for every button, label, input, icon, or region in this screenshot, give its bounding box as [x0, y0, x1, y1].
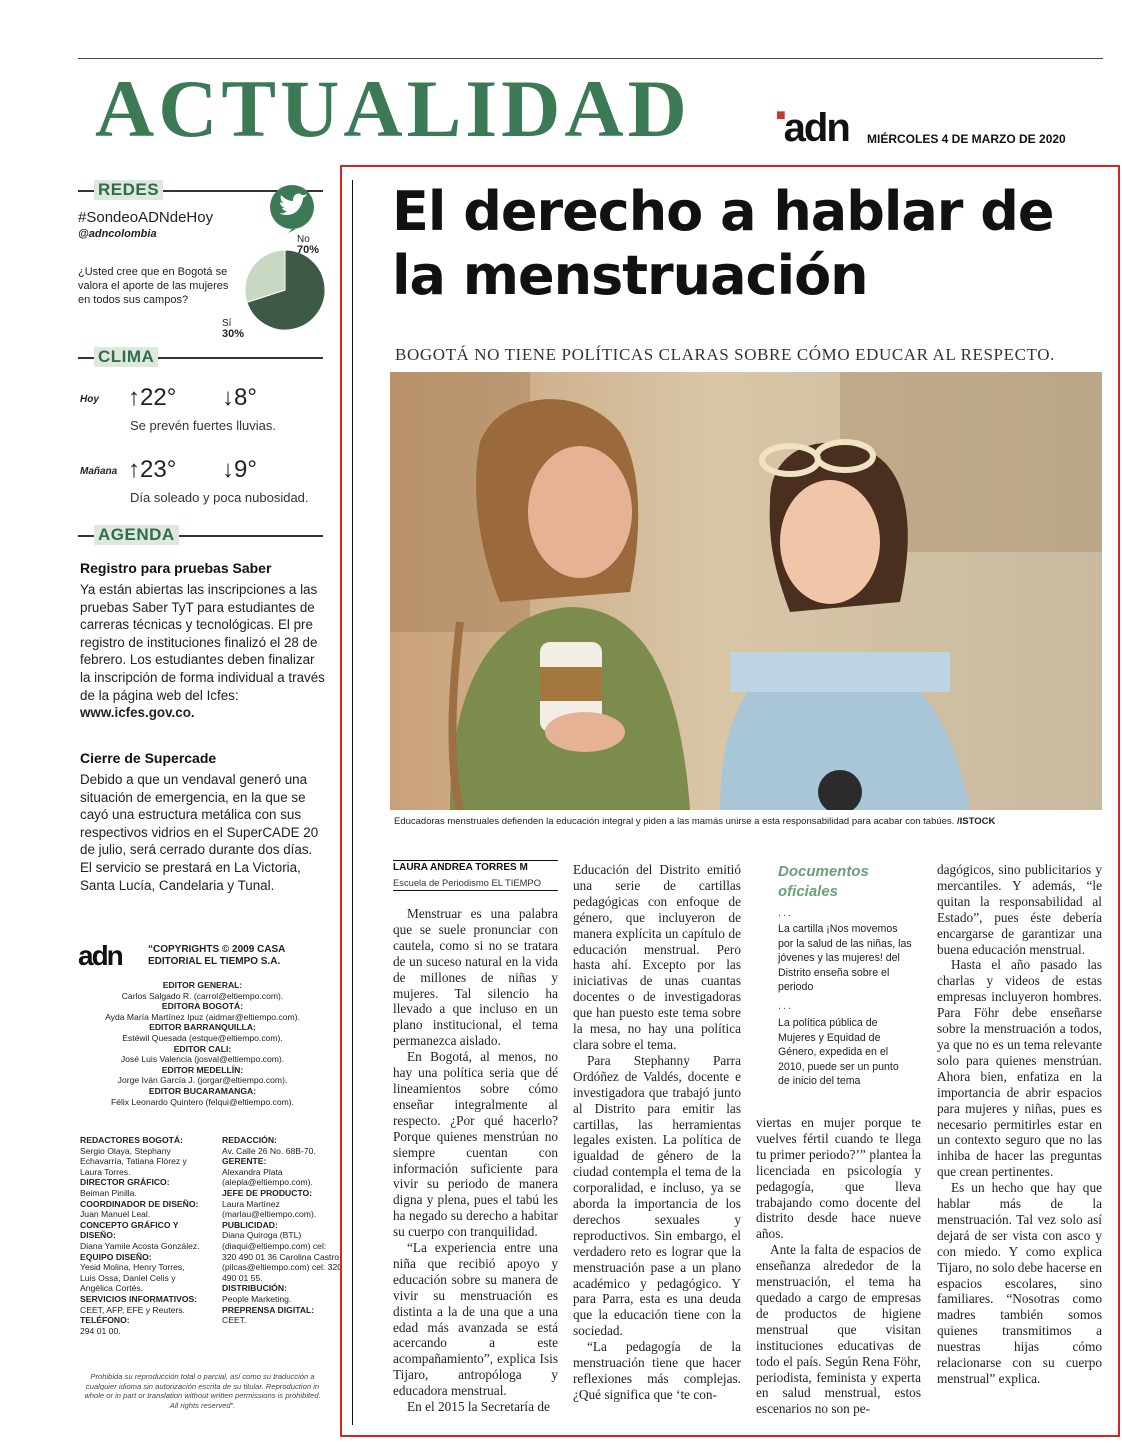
- article-paragraph: Hasta el año pasado las charlas y videos de estas empresas incluyeron hombres. Para Föhr debe enseñarse sobre la menstruación a todos, ya que no es un tema relevante solo para quienes menstrúan. Ahora bien, enfatiza en la importancia de abrir espacios para mujeres y niñas, pues es necesario permitirles estar en un contexto seguro que no las inhiba de hacer las preguntas que crean pertinentes.: [937, 957, 1102, 1180]
- agenda-item-title: Cierre de Supercade: [80, 750, 217, 766]
- article-paragraph: En el 2015 la Secretaría de: [407, 1399, 550, 1415]
- credit-names: 294 01 00.: [80, 1325, 121, 1336]
- credit-names: Alexandra Plata (alepla@eltiempo.com).: [222, 1166, 313, 1188]
- credit-role: COORDINADOR DE DISEÑO:: [80, 1198, 199, 1209]
- weather-desc: Día soleado y poca nubosidad.: [130, 490, 309, 505]
- weather-day-label: Hoy: [80, 394, 99, 405]
- credit-role: EDITOR BUCARAMANGA:: [148, 1085, 257, 1096]
- weather-day-label: Mañana: [80, 466, 118, 477]
- article-column-4: [937, 862, 1102, 1387]
- credit-role: EQUIPO DISEÑO:: [80, 1251, 152, 1262]
- credit-role: EDITOR CALI:: [173, 1043, 232, 1054]
- sidebox-item: La política pública de Mujeres y Equidad de Género, expedida en el 2010, puede ser un punto de inicio del tema: [778, 1017, 899, 1088]
- sidebox-title: Documentos oficiales: [778, 863, 869, 900]
- article-photo: [390, 372, 1102, 810]
- sidebox-divider: ...: [778, 907, 794, 919]
- article-paragraph: viertas en mujer porque te vuelves fértil cuando te llega tu primer periodo?’” plantea la licenciada en psicología y pedagogía, que lleva trabajando como docente del distrito desde hace nueve años.: [756, 1115, 921, 1242]
- poll-label-no: No 70%: [297, 234, 320, 256]
- article-paragraph: dagógicos, sino publicitarios y mercantiles. Y además, “le quitan la responsabilidad al Estado”, pues éste debería encargarse de garantizar una buena educación menstrual.: [937, 862, 1102, 957]
- poll-question: ¿Usted cree que en Bogotá se valora el aporte de las mujeres en todos sus campos?: [78, 266, 229, 306]
- poll-label-si: Sí 30%: [222, 318, 245, 340]
- photo-caption: Educadoras menstruales defienden la educación integral y piden a las mamás unirse a esta responsabilidad para acabar con tabúes. /ISTOCK: [394, 816, 996, 827]
- credit-role: TELÉFONO:: [80, 1315, 130, 1326]
- credit-names: Diana Yamile Acosta González.: [80, 1240, 200, 1251]
- article-paragraph: Es un hecho que hay que hablar más de la menstruación. Tal vez solo así dejará de ser vista con asco y con miedo. Y como explica Tijaro, no solo debe hacerse en espacios escolares, sino familiares. “Nosotras como madres también somos quienes transmitimos a nuestras hijas cómo relacionarse con su cuerpo menstrual” explica.: [937, 1180, 1102, 1386]
- article-paragraph: Menstruar es una palabra que se suele pronunciar con cautela, como si no se tratara de un suceso natural en la vida de millones de niñas y mujeres. Tal silencio ha llevado a que incluso en un plano institucional, el tema permanezca aislado.: [393, 906, 558, 1049]
- poll-hashtag: #SondeoADNdeHoy: [78, 209, 214, 226]
- author-name: LAURA ANDREA TORRES M: [393, 860, 558, 873]
- weather-high: ↑22°: [128, 384, 177, 411]
- agenda-item-body: Debido a que un vendaval generó una situación de emergencia, en la que se cayó una estructura metálica con sus respectivos vidrios en el SuperCADE 20 de julio, será cerrado durante dos días. El servicio se prestará en La Victoria, Santa Lucía, Candelaria y Tunal.: [80, 772, 319, 893]
- staff-list-left: [80, 1135, 200, 1336]
- article-column-3: [756, 1115, 921, 1417]
- adn-small-logo: adn: [78, 940, 122, 971]
- credit-names: Diana Quiroga (BTL) (diaqui@eltiempo.com) cel: 320 490 01 36 Carolina Castro (pilcas@eltiempo.com) cel: 320 490 01 55.: [222, 1230, 343, 1283]
- redes-tag: REDES: [78, 180, 323, 200]
- credit-role: CONCEPTO GRÁFICO Y DISEÑO:: [80, 1219, 179, 1241]
- weather-desc: Se prevén fuertes lluvias.: [130, 418, 276, 433]
- credit-names: Estéwil Quesada (estque@eltiempo.com).: [122, 1032, 283, 1043]
- article-paragraph: Ante la falta de espacios de enseñanza alrededor de la menstruación, el tema ha quedado a cargo de empresas de productos de higiene menstrual que visitan instituciones educativas de todo el país. Según Rena Föhr, periodista, feminista y experta en salud menstrual, estos escenarios no son pe-: [756, 1242, 921, 1417]
- credit-role: EDITOR BARRANQUILLA:: [149, 1022, 256, 1033]
- clima-tag: CLIMA: [78, 347, 323, 367]
- author-school: Escuela de Periodismo EL TIEMPO: [393, 877, 558, 891]
- article-column-1: [393, 906, 558, 1415]
- credit-names: Jorge Iván García J. (jorgar@eltiempo.com).: [117, 1075, 288, 1086]
- sidebox-item: La cartilla ¡Nos movemos por la salud de las niñas, las jóvenes y las mujeres! del Distrito enseña sobre el periodo: [778, 923, 912, 994]
- icfes-link[interactable]: www.icfes.gov.co.: [80, 705, 195, 721]
- poll-handle: @adncolombia: [78, 228, 157, 240]
- section-title: ACTUALIDAD: [95, 63, 691, 154]
- photo-credit: /ISTOCK: [956, 816, 996, 827]
- agenda-item-body: Ya están abiertas las inscripciones a las pruebas Saber TyT para estudiantes de carreras técnicas y tecnológicas. El pre registro de instituciones finalizó el 28 de febrero. Los estudiantes deben finalizar la inscripción de forma individual a través de la página web del Icfes: www.icfes.gov.co.: [80, 582, 325, 721]
- copyright-notice: “COPYRIGHTS © 2009 CASA EDITORIAL EL TIEMPO S.A.: [148, 944, 286, 967]
- adn-logo: ■adn: [776, 106, 849, 150]
- credit-role: DIRECTOR GRÁFICO:: [80, 1177, 170, 1188]
- credit-names: Carlos Salgado R. (carrol@eltiempo.com).: [121, 990, 284, 1001]
- staff-list-right: [222, 1135, 342, 1326]
- credit-names: Sergio Olaya, Stephany Echavarría, Tatiana Flórez y Laura Torres.: [80, 1145, 187, 1177]
- weather-low: ↓9°: [222, 456, 257, 483]
- credit-names: Yesid Molina, Henry Torres, Luis Ossa, Daniel Celis y Angélica Cortés.: [80, 1262, 185, 1294]
- agenda-tag: AGENDA: [78, 525, 323, 545]
- credit-names: CEET, AFP, EFE y Reuters.: [80, 1304, 185, 1315]
- credit-names: Juan Manuel Leal.: [80, 1209, 151, 1220]
- credit-names: Beiman Pinilla.: [80, 1187, 137, 1198]
- credit-role: DISTRIBUCIÓN:: [222, 1283, 287, 1294]
- credit-role: REDACCIÓN:: [222, 1135, 277, 1145]
- credit-names: CEET.: [222, 1315, 247, 1326]
- article-paragraph: Educación del Distrito emitió una serie de cartillas pedagógicas con enfoque de género, que incluyeron de manera explícita un capítulo de educación menstrual. Pero hasta ahí. Excepto por las iniciativas de unas cuantas docentes o de investigadoras que han puesto este tema sobre la mesa, no hay una política clara sobre el tema.: [573, 862, 741, 1052]
- twitter-bird-icon: [262, 183, 322, 233]
- agenda-item-title: Registro para pruebas Saber: [80, 560, 272, 576]
- article-paragraph: “La experiencia entre una niña que recibió apoyo y educación sobre su manera de vivir su menstruación es distinta a la de una que a una edad más avanzada se está acercando a este acompañamiento”, explica Isis Tijaro, antropóloga y educadora menstrual.: [393, 1240, 558, 1399]
- column-divider: [352, 180, 353, 1425]
- credit-names: José Luis Valencia (josval@eltiempo.com).: [120, 1054, 285, 1065]
- credit-role: EDITORA BOGOTÁ:: [161, 1001, 244, 1012]
- article-paragraph: Para Stephanny Parra Ordóñez de Valdés, docente e investigadora que trabajó junto al Distrito para emitir las cartillas, las herramientas legales existen. La política de igualdad de género de la ciudad contempla el tema de la corporalidad, e incluso, ya se aborda la importancia de los derechos sexuales y reproductivos. Sin embargo, el verdadero reto es lograr que la menstruación pase a un plano académico y pedagógico. Y para Parra, esta es una deuda que la educación tiene con la sociedad.: [573, 1052, 741, 1339]
- editors-credits: [80, 980, 325, 1107]
- article-column-2: [573, 862, 741, 1403]
- credit-role: SERVICIOS INFORMATIVOS:: [80, 1293, 198, 1304]
- sidebox-divider: ...: [778, 1000, 794, 1012]
- weather-low: ↓8°: [222, 384, 257, 411]
- credit-role: EDITOR MEDELLÍN:: [161, 1064, 244, 1075]
- article-subhead: BOGOTÁ NO TIENE POLÍTICAS CLARAS SOBRE CÓMO EDUCAR AL RESPECTO.: [395, 345, 1055, 364]
- credit-names: Laura Martínez (marlau@eltiempo.com).: [222, 1198, 317, 1220]
- credit-role: GERENTE:: [222, 1156, 267, 1167]
- credit-names: Félix Leonardo Quintero (felqui@eltiempo.com).: [110, 1096, 295, 1107]
- rights-disclaimer: Prohibida su reproducción total o parcial, así como su traducción a cualquier idioma sin autorización escrita de su titular. Reproduction in whole or in part or translation without written permissions is prohibited. All rights reserved”.: [84, 1372, 321, 1410]
- article-paragraph: En Bogotá, al menos, no hay una política seria que dé lineamientos sobre cómo enseñar integralmente al respecto. ¿Por qué hacerlo? Porque quienes menstrúan no siempre cuentan con información suficiente para vivir su periodo de manera digna y plena, pues el tabú les ha negado su derecho a habitar su cuerpo con tranquilidad.: [393, 1049, 558, 1240]
- credit-role: PREPRENSA DIGITAL:: [222, 1304, 315, 1315]
- credit-role: REDACTORES BOGOTÁ:: [80, 1135, 183, 1145]
- credit-role: EDITOR GENERAL:: [162, 980, 243, 990]
- credit-names: People Marketing.: [222, 1293, 292, 1304]
- credit-names: Ayda María Martínez Ipuz (aidmar@eltiempo.com).: [105, 1011, 300, 1022]
- article-headline: El derecho a hablar de la menstruación: [392, 180, 1054, 307]
- article-paragraph: “La pedagogía de la menstruación tiene que hacer reflexiones más complejas. ¿Qué significa que ‘te con-: [573, 1339, 741, 1402]
- credit-role: PUBLICIDAD:: [222, 1219, 278, 1230]
- credit-role: JEFE DE PRODUCTO:: [222, 1187, 313, 1198]
- top-rule: [78, 58, 1103, 59]
- poll-pie-chart: [240, 245, 330, 335]
- weather-high: ↑23°: [128, 456, 177, 483]
- issue-date: MIÉRCOLES 4 DE MARZO DE 2020: [867, 132, 1066, 146]
- credit-names: Av. Calle 26 No. 68B-70.: [222, 1145, 316, 1156]
